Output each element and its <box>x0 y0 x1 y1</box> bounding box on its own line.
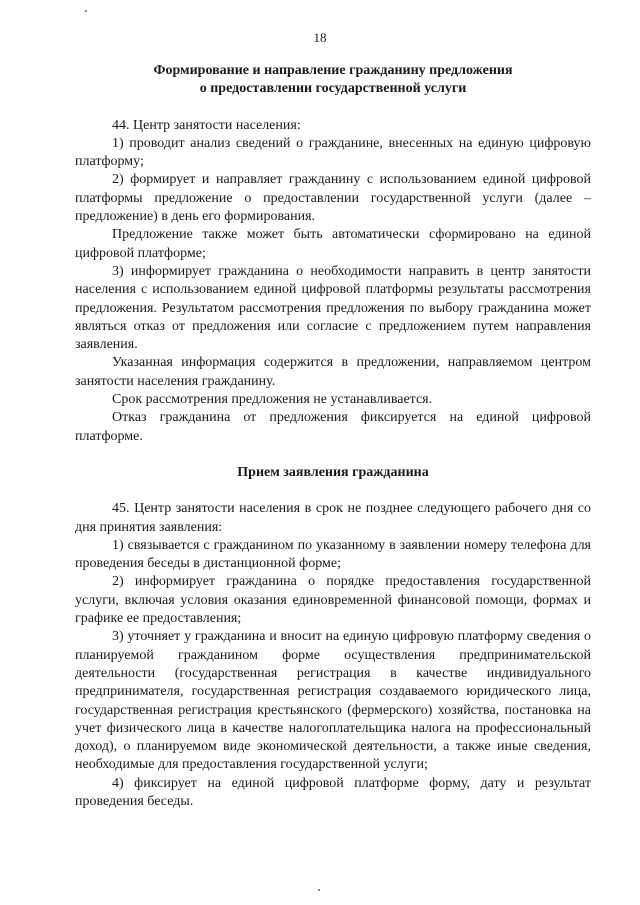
document-body <box>75 62 591 811</box>
paragraph-44-1: 1) проводит анализ сведений о гражданине, внесенных на единую цифровую платформу; <box>75 135 591 170</box>
heading-line: Формирование и направление гражданину предложения <box>153 63 513 78</box>
paragraph-45-1: 1) связывается с гражданином по указанному в заявлении номеру телефона для проведения беседы в дистанционной форме; <box>75 537 591 572</box>
paragraph-45-3: 3) уточняет у гражданина и вносит на единую цифровую платформу сведения о планируемой гражданином форме осуществления предпринимательской деятельности (государственная регистрация в качестве индивидуального предпринимателя, государственная регистрация создаваемого юридического лица, государственная регистрация крестьянского (фермерского) хозяйства, постановка на учет физического лица в качестве налогоплательщика налога на профессиональный доход), о планируемом виде экономической деятельности, а также иные сведения, необходимые для предоставления государственной услуги; <box>75 629 591 773</box>
paragraph-45: 45. Центр занятости населения в срок не позднее следующего рабочего дня со дня принятия заявления: <box>75 501 591 535</box>
section-heading-offer <box>75 62 591 99</box>
heading-line: о предоставлении государственной услуги <box>199 81 467 97</box>
paragraph-44-term: Срок рассмотрения предложения не устанавливается. <box>112 392 433 408</box>
section-heading-application: Прием заявления гражданина <box>237 464 429 480</box>
page-number: 18 <box>313 30 327 45</box>
scan-speck <box>85 10 87 12</box>
scan-speck <box>318 889 320 891</box>
paragraph-44-2: 2) формирует и направляет гражданину с использованием единой цифровой платформы предложение о предоставлении государственной услуги (далее – предложение) в день его формирования. <box>75 172 591 225</box>
paragraph-45-2: 2) информирует гражданина о порядке предоставления государственной услуги, включая условия оказания единовременной финансовой помощи, формах и графике ее предоставления; <box>75 574 591 627</box>
paragraph-44-refusal: Отказ гражданина от предложения фиксируется на единой цифровой платформе. <box>75 410 591 444</box>
paragraph-44-auto: Предложение также может быть автоматически сформировано на единой цифровой платформе; <box>75 227 591 261</box>
paragraph-45-4: 4) фиксирует на единой цифровой платформе форму, дату и результат проведения беседы. <box>75 775 591 809</box>
paragraph-44-3: 3) информирует гражданина о необходимости направить в центр занятости населения с использованием единой цифровой платформы результаты рассмотрения предложения. Результатом рассмотрения предложения по выбору гражданина может являться отказ от предложения или согласие с предложением путем направления заявления. <box>75 263 591 353</box>
paragraph-44-info: Указанная информация содержится в предложении, направляемом центром занятости населения гражданину. <box>75 355 591 389</box>
paragraph-44: 44. Центр занятости населения: <box>112 117 301 133</box>
